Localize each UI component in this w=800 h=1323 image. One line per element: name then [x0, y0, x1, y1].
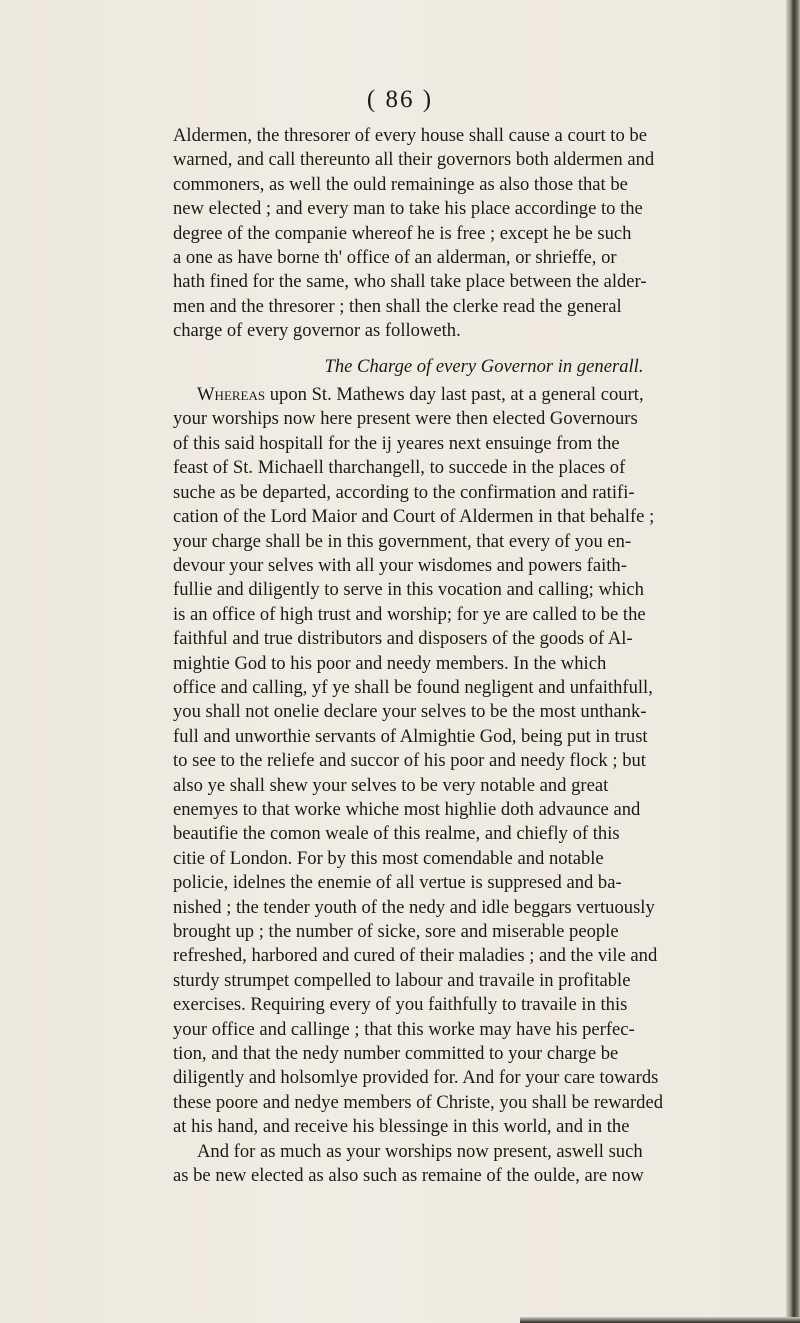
text-line: Aldermen, the thresorer of every house shall cause a court to be [173, 125, 647, 146]
page-bottom-shadow [520, 1317, 800, 1323]
text-line: sturdy strumpet compelled to labour and travaile in profitable [173, 969, 631, 991]
text-line: devour your selves with all your wisdomes and powers faith- [173, 554, 627, 576]
text-line: cation of the Lord Maior and Court of Aldermen in that behalfe ; [173, 506, 655, 528]
text-line: enemyes to that worke whiche most highlie doth advaunce and [173, 798, 641, 820]
text-line: full and unworthie servants of Almightie God, being put in trust [173, 725, 648, 747]
text-line: brought up ; the number of sicke, sore and miserable people [173, 921, 619, 942]
text-line: citie of London. For by this most comendable and notable [173, 847, 604, 869]
text-line: as be new elected as also such as remaine of the oulde, are now [173, 1165, 644, 1187]
text-line: your charge shall be in this government, that every of you en- [173, 530, 632, 552]
text-line: feast of St. Michaell tharchangell, to succede in the places of [173, 457, 626, 479]
text-line: office and calling, yf ye shall be found negligent and unfaithfull, [173, 676, 653, 698]
paragraph-3 [173, 1140, 785, 1189]
text-line: policie, idelnes the enemie of all vertue is suppresed and ba- [173, 872, 622, 894]
text-line: commoners, as well the ould remaininge as also those that be [173, 173, 628, 195]
text-line: mightie God to his poor and needy members. In the which [173, 652, 607, 674]
text-line: is an office of high trust and worship; for ye are called to be the [173, 603, 646, 625]
text-line: charge of every governor as followeth. [173, 320, 461, 342]
text-line: of this said hospitall for the ij yeares next ensuinge from the [173, 432, 620, 454]
text-line: men and the thresorer ; then shall the clerke read the general [173, 295, 622, 317]
text-line: suche as be departed, according to the confirmation and ratifi- [173, 481, 635, 503]
text-line: your worships now here present were then elected Governours [173, 408, 638, 430]
text-line: warned, and call thereunto all their governors both aldermen and [173, 149, 655, 171]
page-edge-shadow [786, 0, 800, 1323]
text-line: you shall not onelie declare your selves to be the most unthank- [173, 701, 647, 723]
text-line: a one as have borne th' office of an alderman, or shrieffe, or [173, 247, 617, 269]
text-line: diligently and holsomlye provided for. And for your care towards [173, 1067, 659, 1089]
text-line: faithful and true distributors and disposers of the goods of Al- [173, 628, 633, 650]
text-line: And for as much as your worships now present, aswell such [197, 1140, 643, 1162]
opening-word: Whereas [197, 384, 266, 406]
paragraph-2 [173, 383, 785, 1140]
text-line [173, 383, 785, 407]
text-line: at his hand, and receive his blessinge in this world, and in the [173, 1116, 630, 1138]
text-line: degree of the companie whereof he is free ; except he be such [173, 222, 632, 244]
opening-line-rest: upon St. Mathews day last past, at a general court, [265, 384, 644, 406]
text-line: refreshed, harbored and cured of their maladies ; and the vile and [173, 945, 658, 967]
text-line: hath fined for the same, who shall take place between the alder- [173, 271, 647, 293]
section-heading: The Charge of every Governor in generall. [324, 355, 644, 377]
text-line: nished ; the tender youth of the nedy and idle beggars vertuously [173, 896, 655, 918]
text-line: beautifie the comon weale of this realme, and chiefly of this [173, 823, 620, 845]
text-line: new elected ; and every man to take his place accordinge to the [173, 198, 643, 220]
page-number: ( 86 ) [366, 86, 434, 113]
text-line: your office and callinge ; that this worke may have his perfec- [173, 1018, 635, 1040]
text-line: to see to the reliefe and succor of his poor and needy flock ; but [173, 750, 646, 772]
text-line: these poore and nedye members of Christe, you shall be rewarded [173, 1091, 663, 1113]
text-line: exercises. Requiring every of you faithfully to travaile in this [173, 994, 628, 1016]
text-line: tion, and that the nedy number committed to your charge be [173, 1043, 619, 1065]
text-line: fullie and diligently to serve in this vocation and calling; which [173, 579, 644, 601]
paragraph-1 [173, 124, 785, 344]
body-text [173, 124, 785, 1188]
text-line: also ye shall shew your selves to be very notable and great [173, 774, 609, 796]
